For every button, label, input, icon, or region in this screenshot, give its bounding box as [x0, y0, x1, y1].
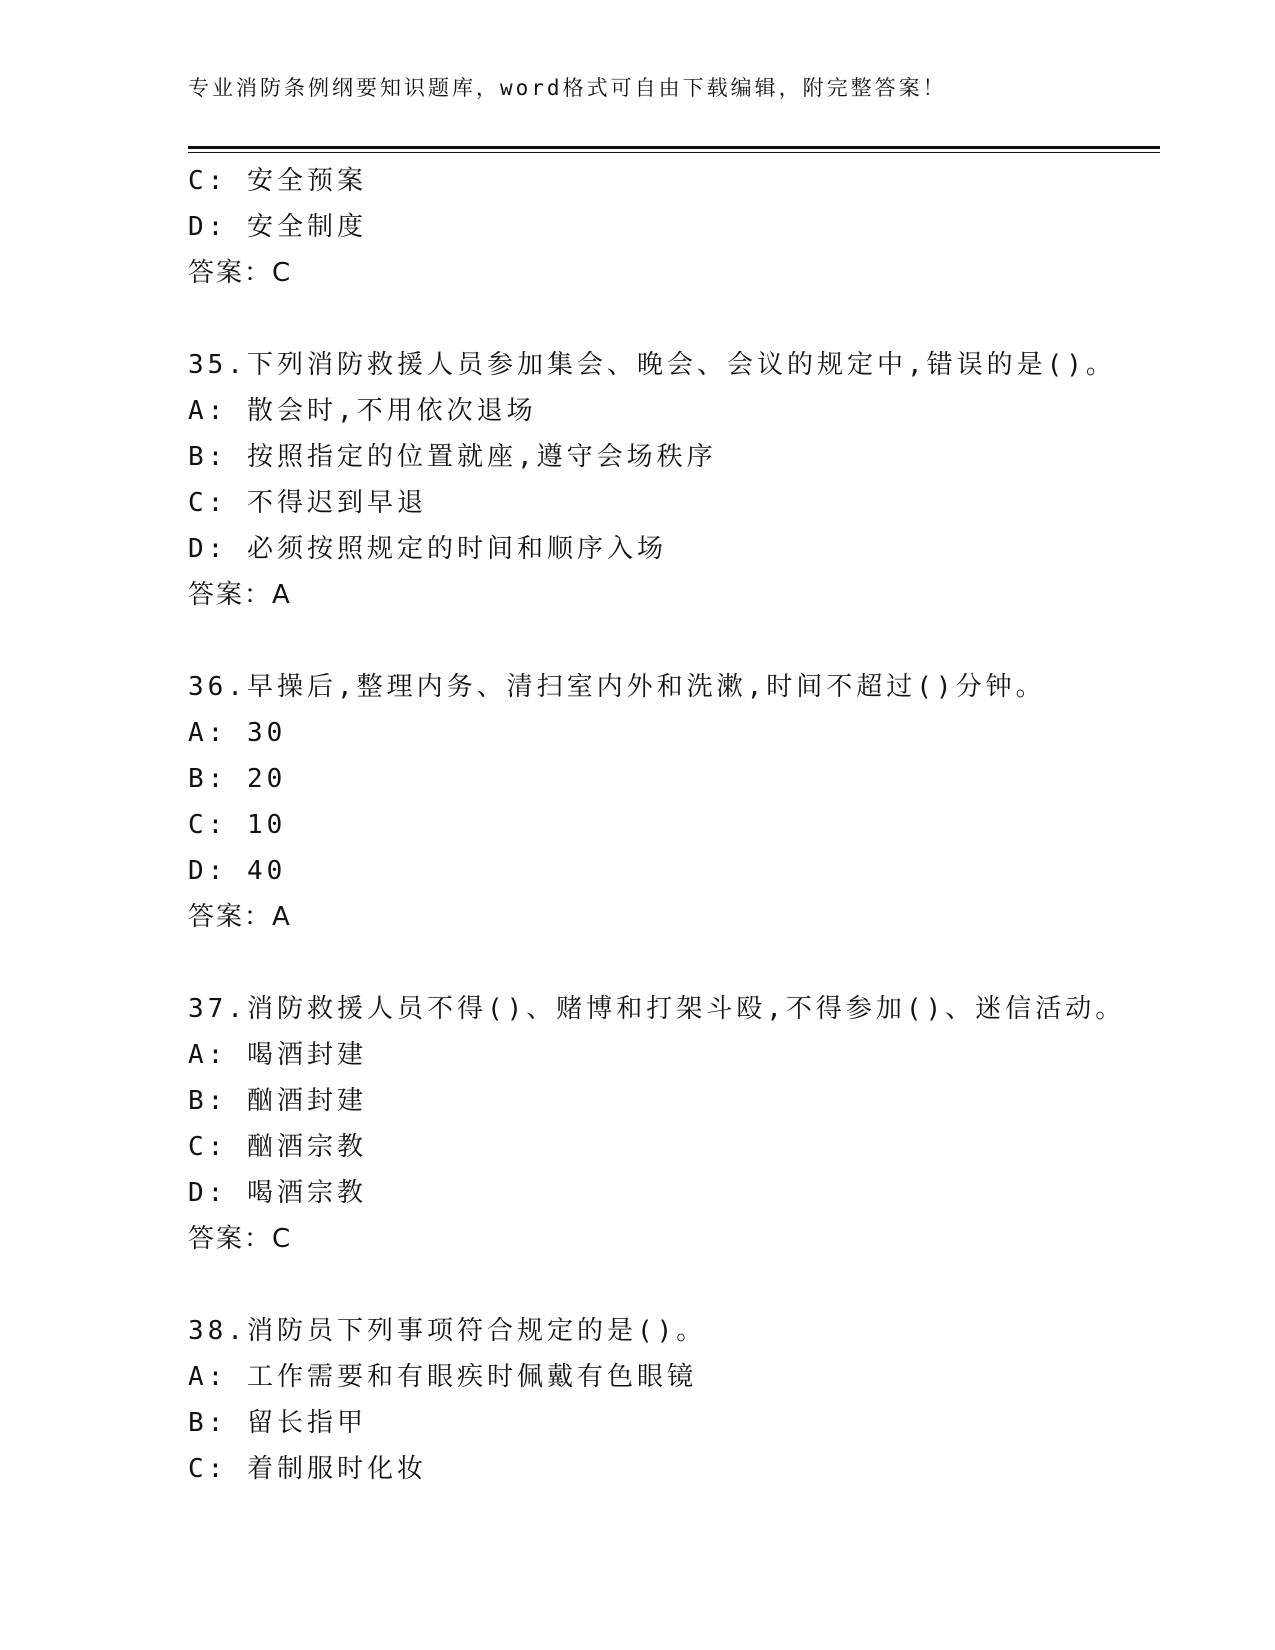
- spacer: [188, 618, 1160, 664]
- answer-line: 答案：C: [188, 1224, 293, 1254]
- answer-line: 答案：C: [188, 258, 293, 288]
- option-line: A: 30: [188, 718, 287, 748]
- option-line: B: 留长指甲: [188, 1408, 367, 1438]
- option-line: C: 酗酒宗教: [188, 1132, 367, 1162]
- answer-line: 答案：A: [188, 902, 292, 932]
- option-line: C: 着制服时化妆: [188, 1454, 427, 1484]
- option-line: A: 喝酒封建: [188, 1040, 367, 1070]
- page-header: 专业消防条例纲要知识题库，word格式可自由下载编辑，附完整答案！: [188, 76, 947, 100]
- option-line: C: 不得迟到早退: [188, 488, 427, 518]
- question-stem: 38.消防员下列事项符合规定的是()。: [188, 1316, 707, 1346]
- option-line: D: 安全制度: [188, 212, 367, 242]
- question-stem: 37.消防救援人员不得()、赌博和打架斗殴,不得参加()、迷信活动。: [188, 994, 1126, 1024]
- option-line: D: 40: [188, 856, 287, 886]
- option-line: B: 酗酒封建: [188, 1086, 367, 1116]
- header-divider-thick: [188, 146, 1160, 149]
- question-stem: 35.下列消防救援人员参加集会、晚会、会议的规定中,错误的是()。: [188, 350, 1116, 380]
- option-line: D: 必须按照规定的时间和顺序入场: [188, 534, 667, 564]
- option-line: A: 散会时,不用依次退场: [188, 396, 537, 426]
- option-line: C: 10: [188, 810, 287, 840]
- header-divider-thin: [188, 152, 1160, 153]
- option-line: A: 工作需要和有眼疾时佩戴有色眼镜: [188, 1362, 697, 1392]
- answer-line: 答案：A: [188, 580, 292, 610]
- question-stem: 36.早操后,整理内务、清扫室内外和洗漱,时间不超过()分钟。: [188, 672, 1046, 702]
- option-line: D: 喝酒宗教: [188, 1178, 367, 1208]
- option-line: B: 20: [188, 764, 287, 794]
- option-line: C: 安全预案: [188, 166, 367, 196]
- option-line: B: 按照指定的位置就座,遵守会场秩序: [188, 442, 717, 472]
- spacer: [188, 296, 1160, 342]
- spacer: [188, 940, 1160, 986]
- question-list: [188, 158, 1160, 1492]
- spacer: [188, 1262, 1160, 1308]
